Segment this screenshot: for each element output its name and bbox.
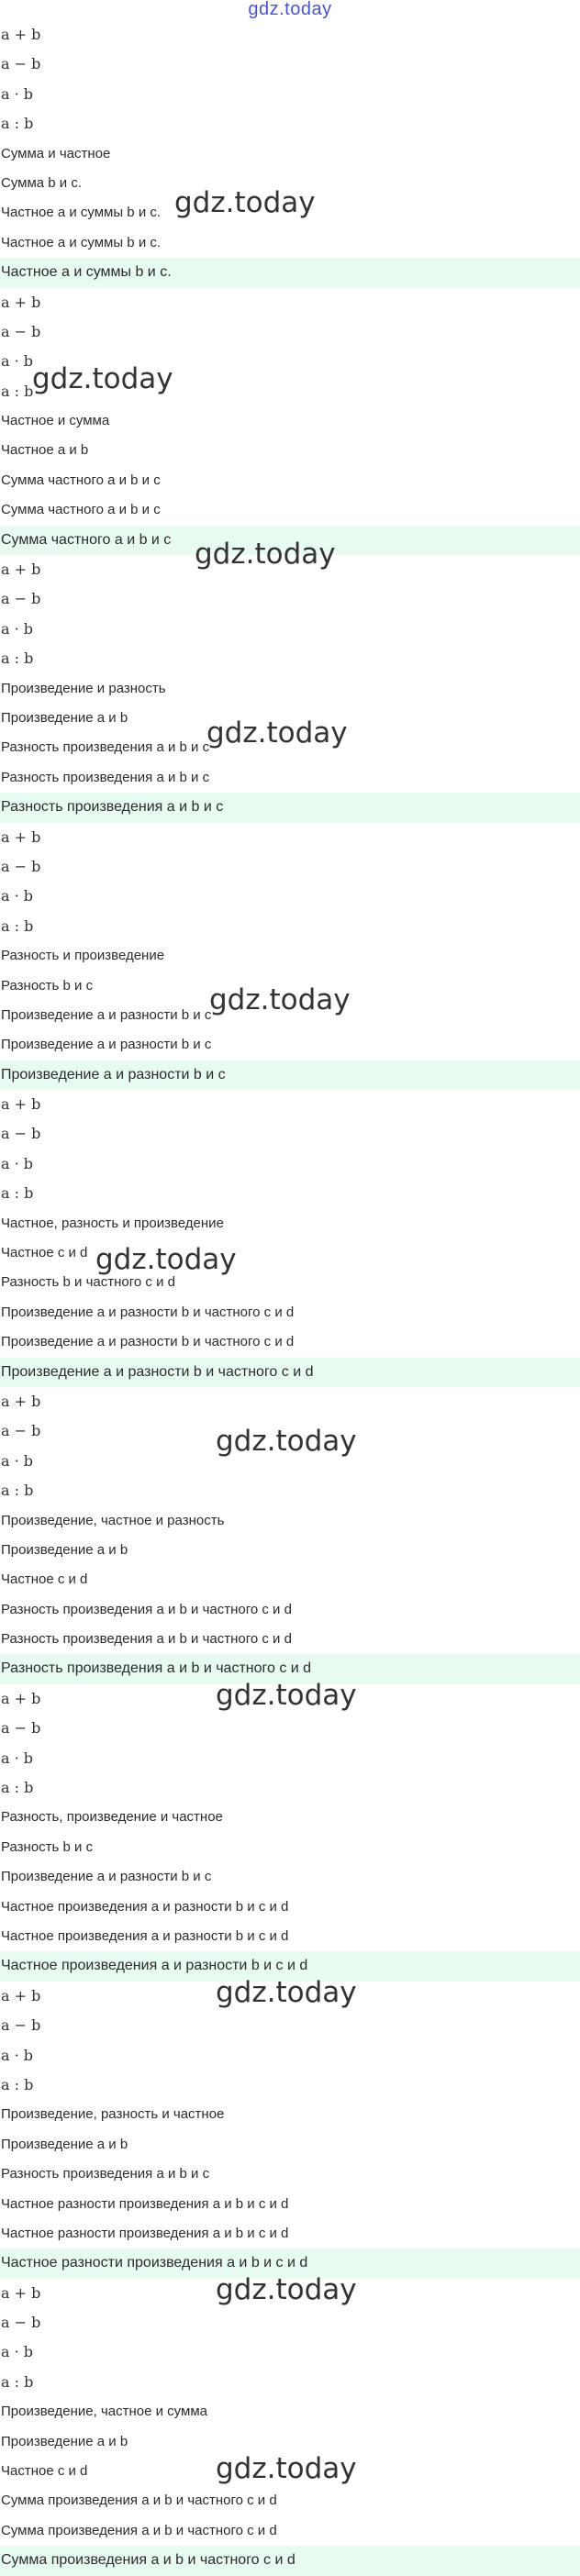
step-line: Сумма частного a и b и c: [1, 502, 161, 518]
step-line: Разность b и c: [1, 1838, 94, 1855]
math-expression: a + b: [1, 827, 41, 846]
step-line: Частное c и d: [1, 1245, 88, 1261]
answer-line: Произведение a и разности b и c: [0, 1060, 580, 1090]
watermark-text: gdz.today: [216, 1976, 357, 2009]
math-expression: a : b: [1, 382, 34, 400]
math-expression: a + b: [1, 26, 41, 43]
step-line: Произведение и разность: [1, 680, 166, 696]
step-line: Произведение a и разности b и c: [1, 1869, 212, 1885]
step-line: Частное произведения a и разности b и c и d: [1, 1898, 289, 1915]
math-expression: a · b: [1, 2343, 34, 2361]
watermark-text: gdz.today: [216, 1425, 357, 1458]
step-line: Разность произведения a и b и c: [1, 2166, 210, 2182]
math-expression: a + b: [1, 1986, 41, 2004]
math-expression: a + b: [1, 561, 41, 579]
math-expression: a − b: [1, 1422, 41, 1440]
step-line: Произведение a и b: [1, 2433, 128, 2449]
answer-line: Частное a и суммы b и c.: [0, 258, 580, 287]
math-expression: a + b: [1, 2283, 41, 2302]
math-expression: a − b: [1, 857, 41, 875]
step-line: Частное a и суммы b и c.: [1, 205, 162, 221]
step-line: Произведение a и b: [1, 1541, 128, 1558]
math-expression: a − b: [1, 1719, 41, 1738]
watermark-text: gdz.today: [216, 2273, 357, 2306]
math-expression: a · b: [1, 2046, 34, 2064]
content: [0, 20, 580, 2576]
step-line: Произведение a и b: [1, 709, 128, 726]
step-line: Разность и произведение: [1, 948, 165, 964]
step-line: Частное и сумма: [1, 413, 110, 429]
math-expression: a : b: [1, 916, 34, 935]
step-line: Разность произведения a и b и c: [1, 739, 210, 756]
answer-line: Сумма произведения a и b и частного c и d: [0, 2546, 580, 2575]
math-expression: a · b: [1, 1749, 34, 1767]
step-line: Сумма произведения a и b и частного c и d: [1, 2493, 277, 2509]
math-expression: a + b: [1, 1392, 41, 1410]
expression-block: [0, 2279, 580, 2576]
header: [0, 0, 580, 20]
math-expression: a : b: [1, 1779, 34, 1797]
expression-block: [0, 20, 580, 288]
step-line: Частное c и d: [1, 1571, 88, 1588]
math-expression: a − b: [1, 2314, 41, 2332]
math-expression: a · b: [1, 619, 34, 638]
math-expression: a · b: [1, 352, 34, 371]
math-expression: a · b: [1, 887, 34, 905]
math-expression: a + b: [1, 1689, 41, 1707]
step-line: Сумма произведения a и b и частного c и d: [1, 2522, 277, 2538]
step-line: Разность, произведение и частное: [1, 1809, 223, 1826]
step-line: Произведение a и разности b и c: [1, 1006, 212, 1023]
step-line: Произведение, частное и сумма: [1, 2404, 207, 2420]
math-expression: a − b: [1, 2016, 41, 2035]
math-expression: a : b: [1, 2372, 34, 2391]
expression-block: [0, 1684, 580, 1982]
math-expression: a : b: [1, 1482, 34, 1500]
step-line: Произведение, частное и разность: [1, 1512, 225, 1528]
answer-line: Сумма частного a и b и c: [0, 526, 580, 555]
step-line: Произведение a и разности b и c: [1, 1037, 212, 1053]
step-line: Произведение a и разности b и частного c и d: [1, 1304, 295, 1320]
site-logo[interactable]: gdz.today: [248, 0, 332, 19]
answer-line: Разность произведения a и b и частного c и d: [0, 1654, 580, 1683]
math-expression: a : b: [1, 1184, 34, 1203]
answer-line: Частное разности произведения a и b и c и d: [0, 2248, 580, 2278]
math-expression: a − b: [1, 322, 41, 340]
math-expression: a : b: [1, 115, 34, 133]
watermark-text: gdz.today: [206, 716, 348, 749]
math-expression: a + b: [1, 1095, 41, 1114]
watermark-text: gdz.today: [209, 983, 351, 1016]
step-line: Разность произведения a и b и частного c и d: [1, 1631, 292, 1648]
math-expression: a + b: [1, 293, 41, 311]
step-line: Произведение a и b: [1, 2136, 128, 2152]
step-line: Частное, разность и произведение: [1, 1215, 224, 1231]
step-line: Произведение, разность и частное: [1, 2106, 225, 2123]
math-expression: a − b: [1, 590, 41, 608]
watermark-text: gdz.today: [174, 186, 316, 219]
step-line: Частное a и b: [1, 442, 89, 459]
step-line: Частное разности произведения a и b и c и d: [1, 2225, 289, 2241]
math-expression: a · b: [1, 84, 34, 103]
step-line: Разность произведения a и b и частного c и d: [1, 1601, 292, 1617]
math-expression: a · b: [1, 1451, 34, 1470]
answer-line: Разность произведения a и b и c: [0, 793, 580, 822]
watermark-text: gdz.today: [195, 538, 336, 571]
math-expression: a · b: [1, 1154, 34, 1172]
expression-block: [0, 1090, 580, 1387]
math-expression: a : b: [1, 650, 34, 668]
step-line: Частное a и суммы b и c.: [1, 234, 162, 250]
expression-block: [0, 1982, 580, 2279]
watermark-text: gdz.today: [216, 2452, 357, 2485]
step-line: Сумма b и c.: [1, 174, 83, 191]
watermark-text: gdz.today: [216, 1679, 357, 1712]
answer-line: Частное произведения a и разности b и c и d: [0, 1951, 580, 1981]
step-line: Сумма частного a и b и c: [1, 472, 161, 488]
expression-block: [0, 823, 580, 1091]
math-expression: a : b: [1, 2075, 34, 2093]
step-line: Сумма и частное: [1, 145, 111, 161]
step-line: Частное произведения a и разности b и c и d: [1, 1928, 289, 1944]
step-line: Разность произведения a и b и c: [1, 769, 210, 785]
step-line: Частное c и d: [1, 2463, 88, 2480]
math-expression: a − b: [1, 55, 41, 73]
watermark-text: gdz.today: [32, 362, 173, 395]
expression-block: [0, 288, 580, 556]
expression-block: [0, 555, 580, 823]
answer-line: Произведение a и разности b и частного c и d: [0, 1358, 580, 1387]
step-line: Произведение a и разности b и частного c и d: [1, 1334, 295, 1350]
step-line: Разность b и частного c и d: [1, 1274, 175, 1291]
step-line: Разность b и c: [1, 977, 94, 994]
math-expression: a − b: [1, 1125, 41, 1143]
watermark-text: gdz.today: [95, 1243, 237, 1276]
step-line: Частное разности произведения a и b и c и d: [1, 2195, 289, 2212]
